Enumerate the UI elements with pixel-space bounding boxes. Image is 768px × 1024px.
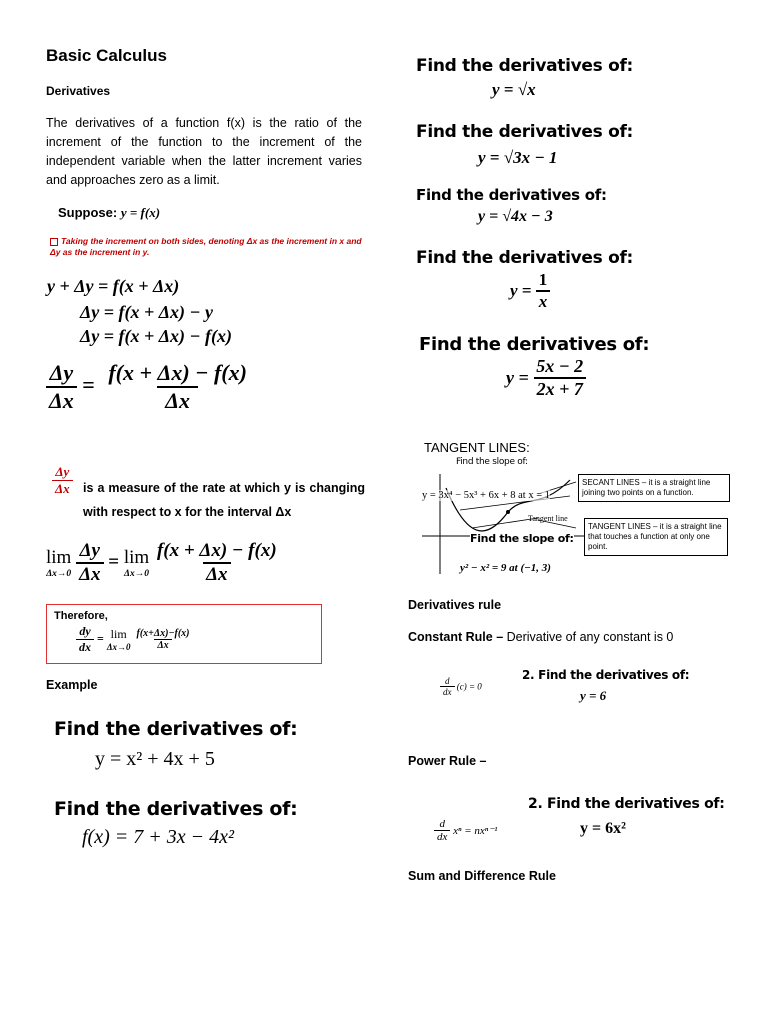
slope-label-1: Find the slope of: [456, 457, 528, 467]
power-rule-label: Power Rule – [408, 754, 487, 768]
constant-example-title: 2. Find the derivatives of: [522, 668, 690, 682]
constant-example-equation: y = 6 [580, 688, 607, 703]
problem-4-equation: y = $\frac{1}{x}$ [510, 270, 550, 312]
constant-rule-formula: $\frac{d}{dx}$ (c) = 0 [440, 676, 482, 697]
tangent-definition-box: TANGENT LINES – it is a straight line that touches a function at only one point. [584, 518, 728, 556]
limit-definition: lim Δx→0 $\frac{\Delta y}{\Delta x}$ = lim Δx→0 $\frac{f(x + \Delta x) - f(x)}{\Delta x}$ [46, 540, 277, 585]
bullet-text: Taking the increment on both sides, denoting Δx as the increment in x and Δy as the increment in y. [50, 236, 362, 257]
checkbox-bullet-icon [50, 238, 58, 246]
constant-rule-description: Derivative of any constant is 0 [506, 630, 674, 644]
ratio-numerator: Δy [49, 360, 74, 385]
problem-5-title: Find the derivatives of: [419, 334, 650, 355]
secant-definition-box: SECANT LINES – it is a straight line joining two points on a function. [578, 474, 730, 502]
slope-label-2: Find the slope of: [470, 532, 574, 545]
document-title: Basic Calculus [46, 46, 167, 65]
section-heading-derivatives: Derivatives [46, 84, 111, 98]
difference-quotient: $\frac{\Delta y}{\Delta x}$ = $\frac{f(x + \Delta x) - f(x)}{\Delta x}$ [46, 360, 255, 414]
sum-difference-rule-label: Sum and Difference Rule [408, 869, 556, 883]
power-example-title: 2. Find the derivatives of: [528, 796, 725, 812]
problem-2-equation: y = √3x − 1 [478, 148, 558, 167]
power-example-equation: y = 6x² [580, 820, 626, 837]
problem-4-title: Find the derivatives of: [416, 248, 634, 268]
example-2-title: Find the derivatives of: [54, 798, 298, 820]
example-1-equation: y = x² + 4x + 5 [95, 748, 215, 770]
circle-equation: y² − x² = 9 at (−1, 3) [460, 562, 551, 574]
problem-2-title: Find the derivatives of: [416, 122, 634, 142]
problem-3-equation: y = √4x − 3 [478, 208, 553, 225]
equation-1: y + Δy = f(x + Δx) [47, 276, 180, 296]
intro-paragraph: The derivatives of a function f(x) is the ratio of the increment of the function to the increment of the independent variable when the latter increment varies and approaches zero as a limit. [46, 116, 362, 187]
suppose-label: Suppose: [58, 205, 118, 220]
rate-fraction: $\frac{\Delta y}{\Delta x}$ [52, 464, 73, 497]
problem-1-title: Find the derivatives of: [416, 56, 634, 76]
tangent-point [506, 510, 510, 514]
suppose-equation: y = f(x) [120, 205, 161, 220]
example-1-title: Find the derivatives of: [54, 718, 298, 740]
ratio-rhs-numerator: f(x + Δx) − f(x) [108, 360, 247, 385]
constant-rule-label: Constant Rule – [408, 630, 504, 644]
therefore-label: Therefore, [54, 610, 108, 622]
increment-bullet [50, 236, 370, 258]
function-curve [446, 480, 570, 531]
ratio-denominator: Δx [46, 386, 77, 414]
tangent-line-label: Tangent line [528, 514, 568, 523]
equation-3: Δy = f(x + Δx) − f(x) [80, 326, 232, 346]
constant-rule [408, 630, 673, 644]
derivative-definition: $\frac{dy}{dx}$ = lim Δx→0 $\frac{f(x+\Delta x)-f(x)}{\Delta x}$ [76, 624, 193, 655]
tangent-lines-header: TANGENT LINES: [424, 440, 530, 455]
power-rule-formula: $\frac{d}{dx}$ xⁿ = nxⁿ⁻¹ [434, 818, 497, 843]
example-label: Example [46, 678, 98, 692]
problem-1-equation: y = √x [492, 80, 536, 99]
problem-5-equation: y = $\frac{5x - 2}{2x + 7}$ [506, 356, 586, 400]
suppose-line [58, 205, 160, 221]
derivatives-rule-heading: Derivatives rule [408, 598, 502, 612]
problem-3-title: Find the derivatives of: [416, 186, 607, 204]
equation-2: Δy = f(x + Δx) − y [80, 302, 213, 322]
example-2-equation: f(x) = 7 + 3x − 4x² [82, 826, 234, 848]
rate-text: is a measure of the rate at which y is changing with respect to x for the interval Δx [83, 481, 365, 519]
curve-equation: y = 3x⁴ − 5x³ + 6x + 8 at x = 1 [422, 490, 550, 501]
ratio-rhs-denominator: Δx [157, 386, 198, 414]
